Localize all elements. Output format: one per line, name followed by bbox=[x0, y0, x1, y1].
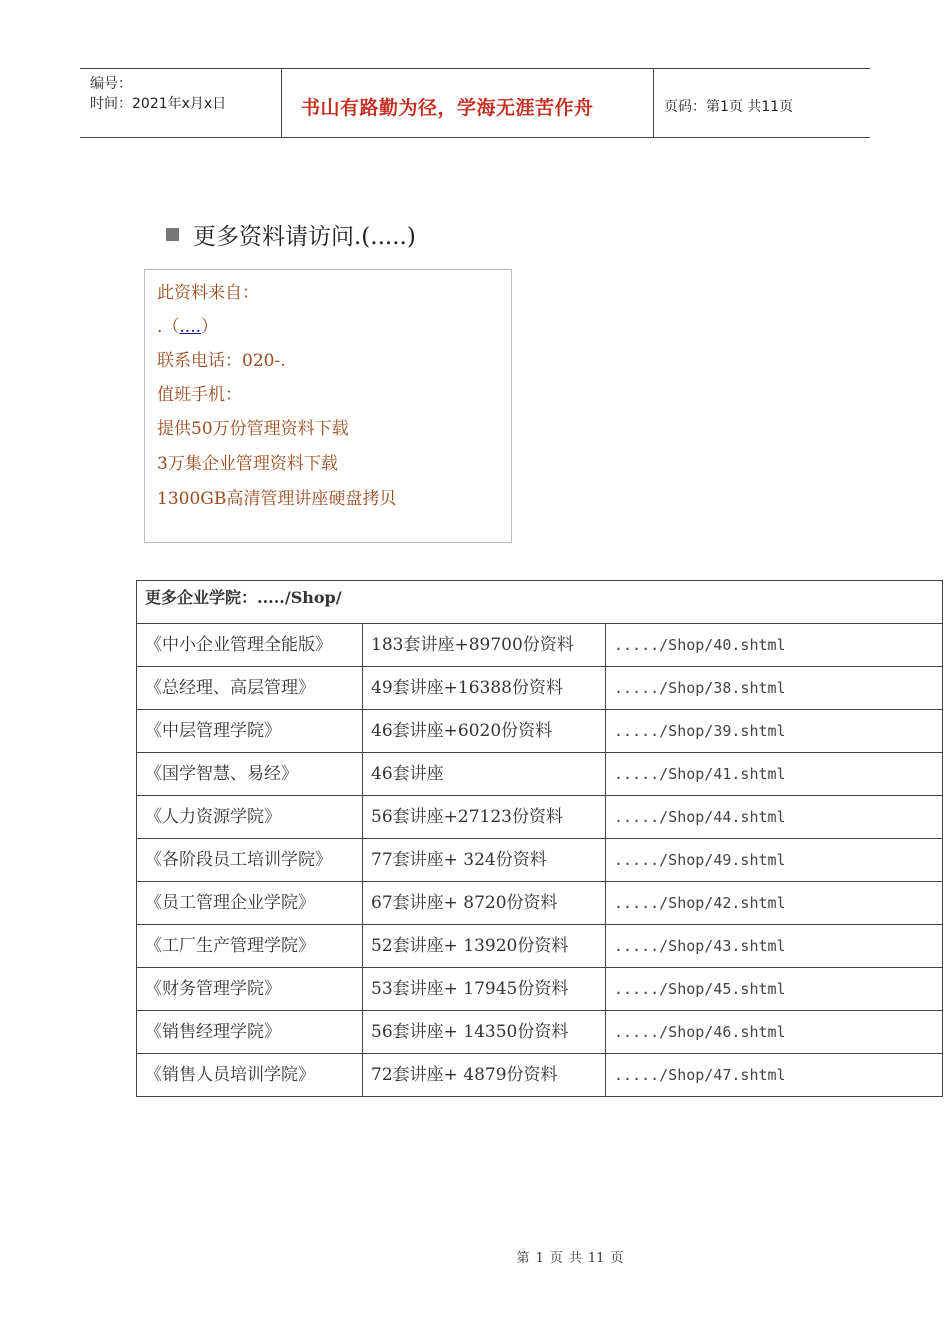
header-motto-cell bbox=[281, 69, 654, 137]
link-suffix: ） bbox=[201, 317, 219, 337]
source-label: 此资料来自： bbox=[157, 283, 259, 303]
page-header bbox=[80, 68, 870, 138]
course-name: 《各阶段员工培训学院》 bbox=[137, 839, 363, 882]
course-name: 《工厂生产管理学院》 bbox=[137, 925, 363, 968]
course-name: 《财务管理学院》 bbox=[137, 968, 363, 1011]
course-contents: 52套讲座+ 13920份资料 bbox=[363, 925, 606, 968]
info-line-2: 3万集企业管理资料下载 bbox=[157, 454, 338, 474]
course-link[interactable]: ...../Shop/44.shtml bbox=[606, 796, 943, 839]
info-line-1: 提供50万份管理资料下载 bbox=[157, 419, 349, 439]
table-row bbox=[137, 796, 943, 839]
table-row bbox=[137, 1054, 943, 1097]
course-contents: 56套讲座+27123份资料 bbox=[363, 796, 606, 839]
course-link[interactable]: ...../Shop/45.shtml bbox=[606, 968, 943, 1011]
course-contents: 67套讲座+ 8720份资料 bbox=[363, 882, 606, 925]
page-footer bbox=[0, 1247, 950, 1266]
course-contents: 53套讲座+ 17945份资料 bbox=[363, 968, 606, 1011]
motto: 书山有路勤为径，学海无涯苦作舟 bbox=[301, 97, 594, 119]
course-name: 《人力资源学院》 bbox=[137, 796, 363, 839]
mobile-line: 值班手机： bbox=[157, 385, 242, 405]
footer-word: 第 bbox=[516, 1251, 530, 1266]
course-name: 《总经理、高层管理》 bbox=[137, 667, 363, 710]
table-row bbox=[137, 753, 943, 796]
square-bullet-icon bbox=[166, 228, 179, 241]
table-header: 更多企业学院：...../Shop/ bbox=[137, 581, 943, 624]
table-header-row bbox=[137, 581, 943, 624]
course-name: 《中小企业管理全能版》 bbox=[137, 624, 363, 667]
info-box bbox=[144, 269, 512, 543]
table-row bbox=[137, 925, 943, 968]
course-name: 《中层管理学院》 bbox=[137, 710, 363, 753]
course-contents: 46套讲座 bbox=[363, 753, 606, 796]
course-link[interactable]: ...../Shop/42.shtml bbox=[606, 882, 943, 925]
table-row bbox=[137, 1011, 943, 1054]
course-table bbox=[136, 580, 943, 1097]
source-link-line bbox=[157, 312, 218, 337]
course-contents: 49套讲座+16388份资料 bbox=[363, 667, 606, 710]
source-link[interactable]: .... bbox=[179, 317, 202, 337]
course-link[interactable]: ...../Shop/40.shtml bbox=[606, 624, 943, 667]
link-prefix: .（ bbox=[157, 317, 180, 337]
course-link[interactable]: ...../Shop/41.shtml bbox=[606, 753, 943, 796]
course-contents: 56套讲座+ 14350份资料 bbox=[363, 1011, 606, 1054]
course-contents: 72套讲座+ 4879份资料 bbox=[363, 1054, 606, 1097]
page-indicator: 页码：第1页 共11页 bbox=[664, 99, 794, 115]
footer-total-pages: 11 bbox=[587, 1251, 605, 1266]
footer-word: 共 bbox=[568, 1251, 582, 1266]
course-contents: 46套讲座+6020份资料 bbox=[363, 710, 606, 753]
number-label: 编号： bbox=[90, 76, 132, 92]
course-link[interactable]: ...../Shop/49.shtml bbox=[606, 839, 943, 882]
course-name: 《销售人员培训学院》 bbox=[137, 1054, 363, 1097]
table-row bbox=[137, 968, 943, 1011]
footer-page-number: 1 bbox=[535, 1251, 544, 1266]
table-row bbox=[137, 667, 943, 710]
course-name: 《销售经理学院》 bbox=[137, 1011, 363, 1054]
visit-text: 更多资料请访问.(.....) bbox=[193, 224, 416, 250]
visit-heading bbox=[166, 218, 416, 251]
table-row bbox=[137, 624, 943, 667]
course-link[interactable]: ...../Shop/47.shtml bbox=[606, 1054, 943, 1097]
footer-word: 页 bbox=[610, 1251, 624, 1266]
course-contents: 77套讲座+ 324份资料 bbox=[363, 839, 606, 882]
course-link[interactable]: ...../Shop/43.shtml bbox=[606, 925, 943, 968]
time-label: 时间：2021年x月x日 bbox=[90, 96, 227, 112]
course-name: 《国学智慧、易经》 bbox=[137, 753, 363, 796]
header-page-cell bbox=[654, 69, 870, 137]
table-row bbox=[137, 839, 943, 882]
header-meta bbox=[80, 69, 282, 137]
course-link[interactable]: ...../Shop/46.shtml bbox=[606, 1011, 943, 1054]
course-link[interactable]: ...../Shop/39.shtml bbox=[606, 710, 943, 753]
footer-word: 页 bbox=[549, 1251, 563, 1266]
table-row bbox=[137, 710, 943, 753]
info-line-3: 1300GB高清管理讲座硬盘拷贝 bbox=[157, 489, 397, 509]
phone-line: 联系电话：020-. bbox=[157, 351, 286, 371]
course-name: 《员工管理企业学院》 bbox=[137, 882, 363, 925]
course-contents: 183套讲座+89700份资料 bbox=[363, 624, 606, 667]
course-link[interactable]: ...../Shop/38.shtml bbox=[606, 667, 943, 710]
table-row bbox=[137, 882, 943, 925]
